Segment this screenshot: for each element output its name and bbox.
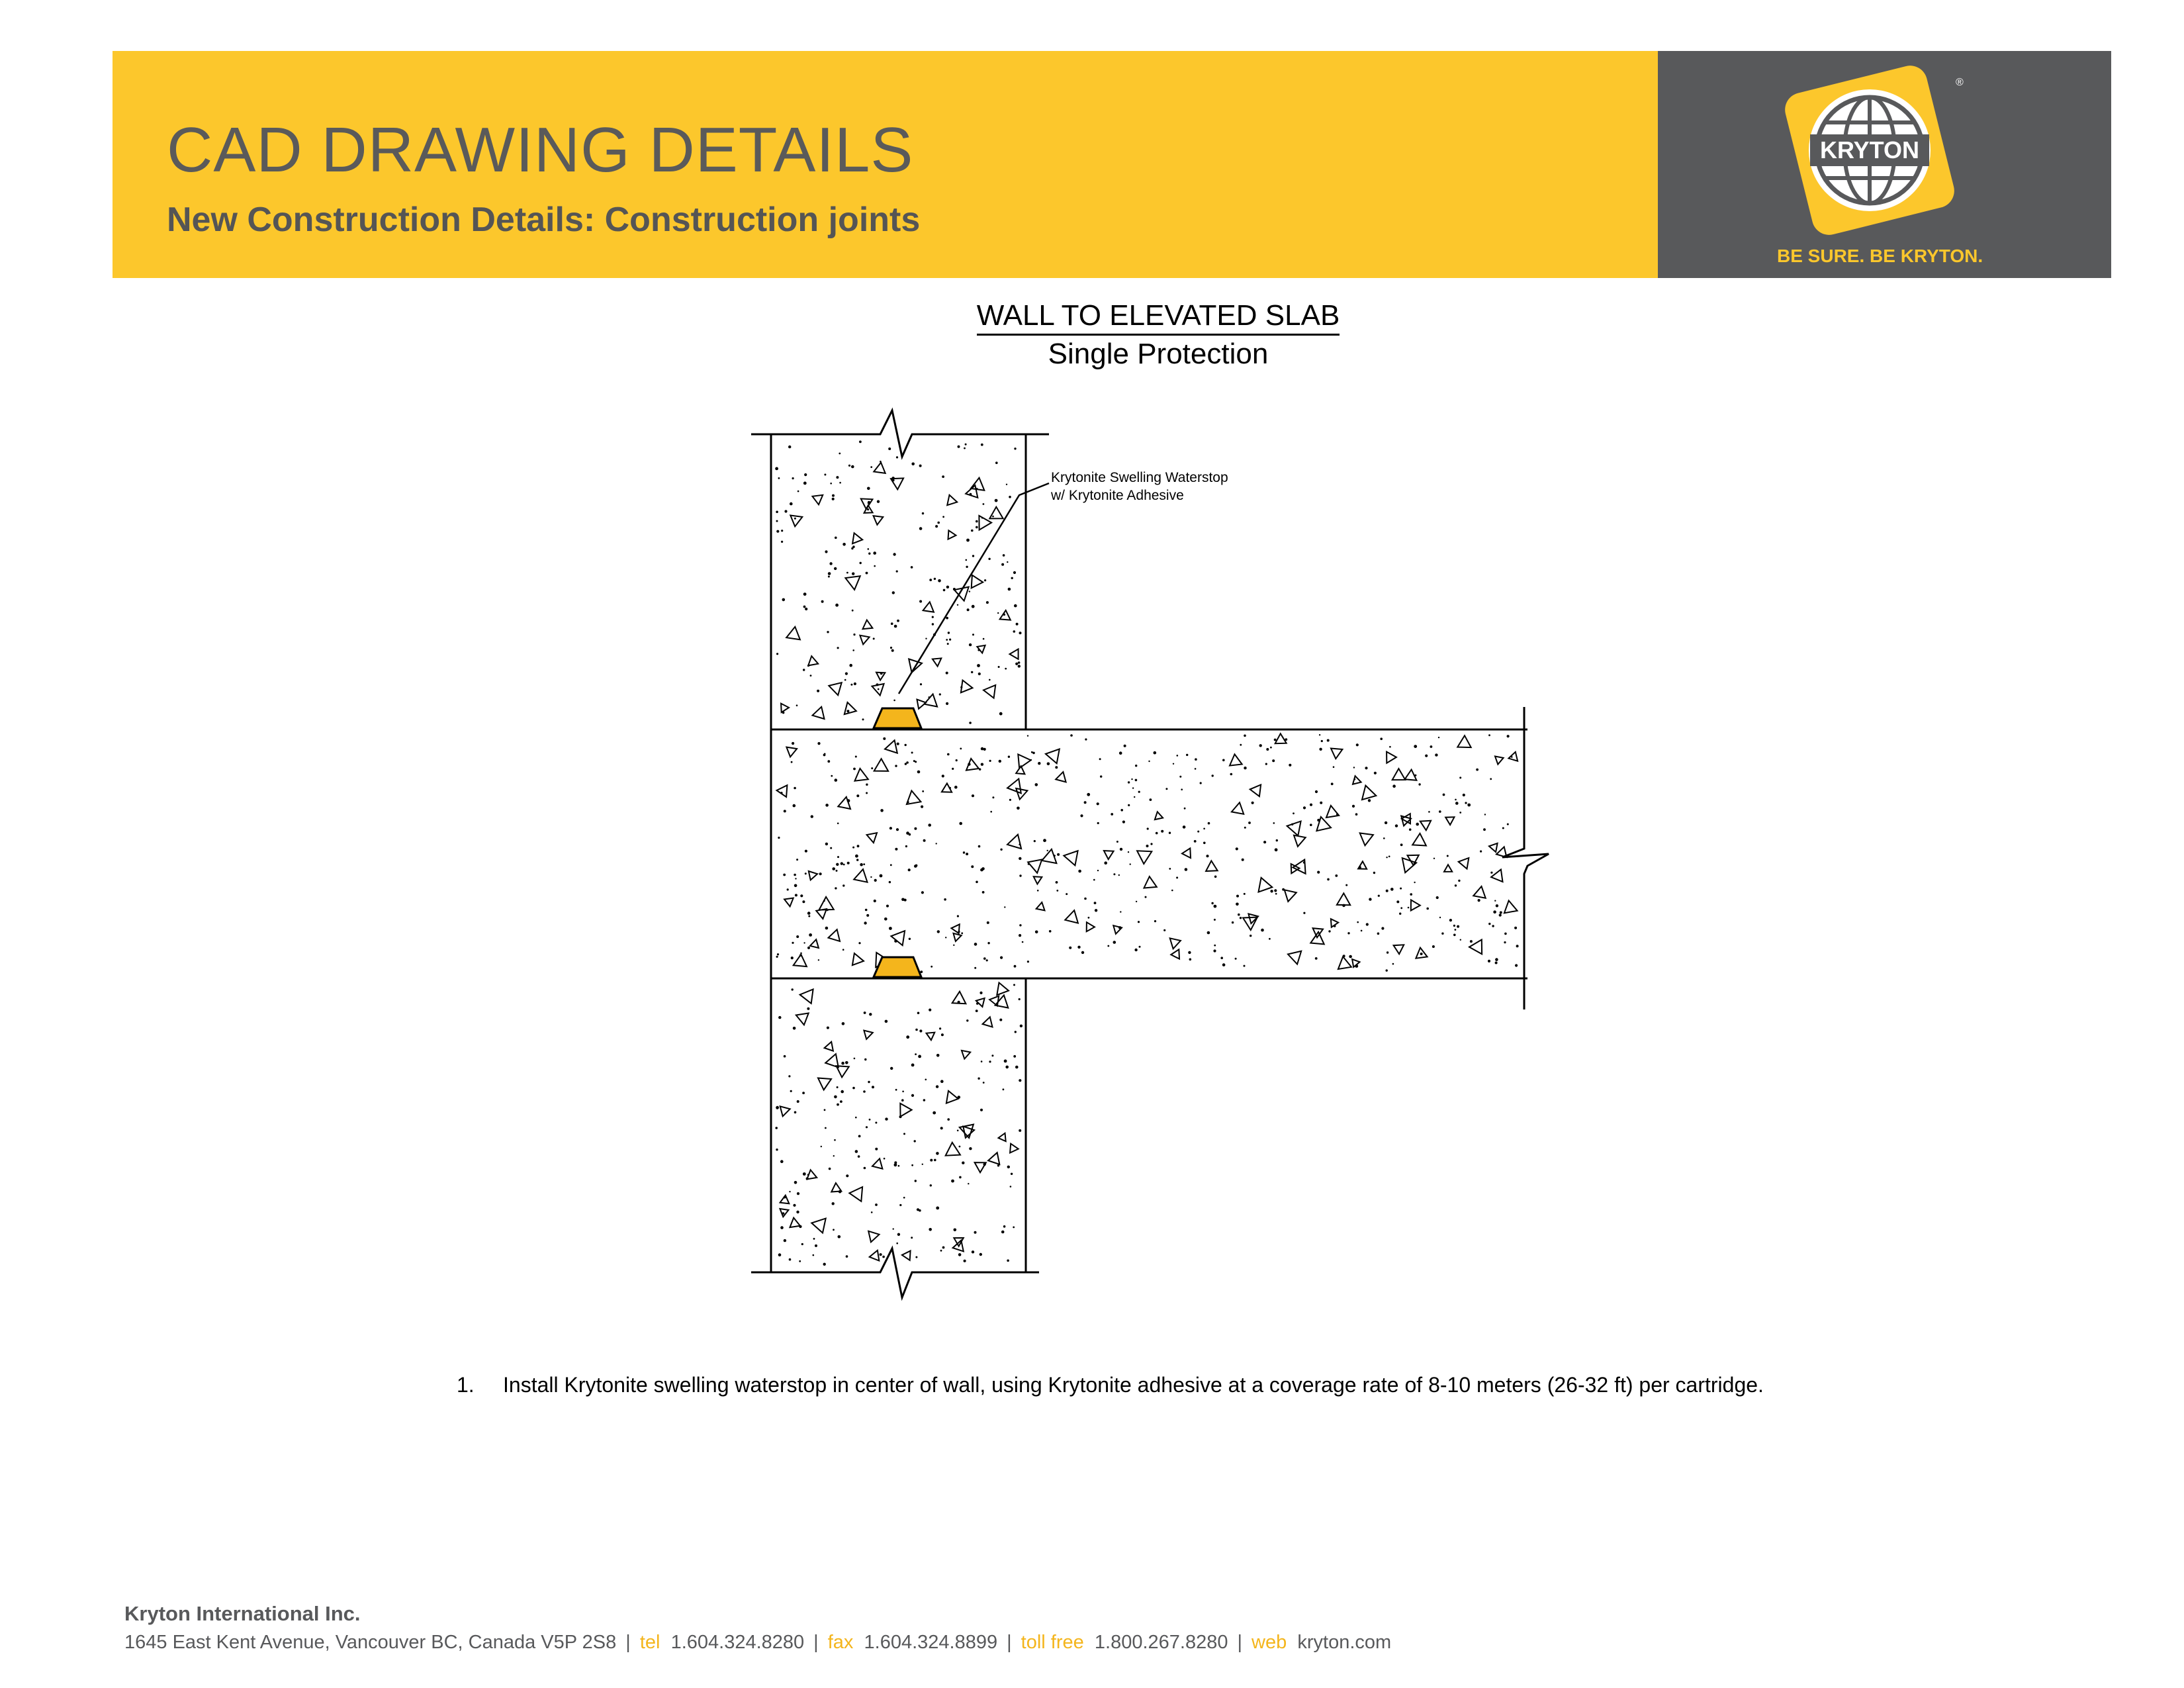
tollfree-number: 1.800.267.8280 [1094,1632,1228,1653]
waterstop-callout: Krytonite Swelling Waterstop w/ Krytonite Adhesive [1051,470,1228,503]
tollfree-label: toll free [1021,1632,1084,1653]
waterstop-bottom [874,957,921,977]
drawing-subtitle: Single Protection [1048,338,1269,370]
tel-label: tel [639,1632,660,1653]
note-item [457,1373,1764,1397]
page-title: CAD DRAWING DETAILS [167,115,914,185]
concrete-texture [775,441,1518,1266]
page-subtitle: New Construction Details: Construction joints [167,201,921,239]
web-link[interactable]: kryton.com [1297,1632,1392,1653]
drawing-title: WALL TO ELEVATED SLAB [860,299,1456,336]
slab-break-line [1502,707,1549,1009]
note-text: Install Krytonite swelling waterstop in center of wall, using Krytonite adhesive at a coverage rate of 8-10 meters (26-32 ft) per cartridge. [503,1373,1764,1397]
footer-address: 1645 East Kent Avenue, Vancouver BC, Canada V5P 2S8 [124,1632,617,1653]
fax-number: 1.604.324.8899 [864,1632,998,1653]
waterstop-top [874,708,921,728]
footer-contact: 1645 East Kent Avenue, Vancouver BC, Canada V5P 2S8 | tel 1.604.324.8280 | fax 1.604.324.8899 | toll free 1.800.267.8280 | web kryton.com [124,1632,1392,1653]
footer-company: Kryton International Inc. [124,1602,361,1625]
svg-text:®: ® [1956,77,1964,88]
upper-break-line [751,410,1049,457]
note-number: 1. [457,1373,475,1397]
web-label: web [1251,1632,1287,1653]
brand-name: KRYTON [1819,136,1920,164]
tagline: BE SURE. BE KRYTON. [1777,246,1983,266]
fax-label: fax [827,1632,854,1653]
tel-number: 1.604.324.8280 [670,1632,805,1653]
lower-break-line [751,1248,1039,1297]
